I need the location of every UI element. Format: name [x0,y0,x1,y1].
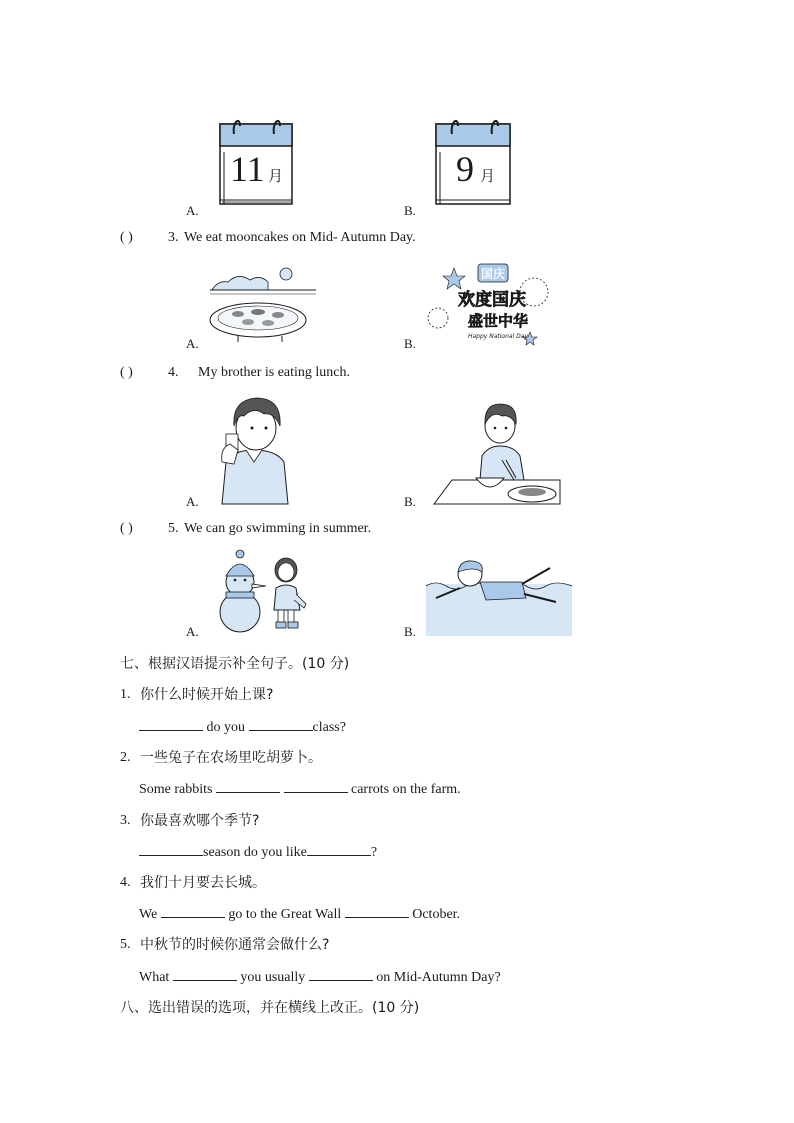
snowman-girl-image [210,548,314,632]
q2-option-b-letter: B. [404,203,416,218]
mooncake-plate-image [208,262,320,342]
calendar-september-image [434,112,514,208]
s7-item1-prompt: 你什么时候开始上课? [140,687,274,703]
q2-option-a-letter: A. [186,203,199,218]
poster-line-3: Happy National Day [467,333,529,340]
blank[interactable] [161,905,225,918]
s7-item4-sentence: We go to the Great Wall October. [139,907,461,922]
blank[interactable] [307,843,371,856]
calendar-a-number: 11 [230,149,265,189]
swimming-girl-image [426,558,572,638]
blank[interactable] [173,968,237,981]
poster-line-0: 国庆 [480,267,506,281]
poster-line-1: 欢度国庆 [458,290,526,310]
national-day-poster-image [424,262,554,346]
s7-item2-prompt: 一些兔子在农场里吃胡萝卜。 [140,750,322,766]
s7-item2-number: 2. [120,750,131,765]
s7-item4-prompt: 我们十月要去长城。 [140,875,266,891]
boy-eating-image [432,398,562,508]
calendar-b-number: 9 [456,149,474,189]
blank[interactable] [249,718,313,731]
blank[interactable] [284,780,348,793]
s7-item5-sentence: What you usually on Mid-Autumn Day? [139,970,501,985]
s7-item2-sentence: Some rabbits carrots on the farm. [139,782,461,797]
boy-drinking-image [214,392,294,506]
q3-number: 3. [168,230,179,245]
q5-option-b-letter: B. [404,624,416,639]
calendar-a-month: 月 [268,167,284,185]
s7-item5-number: 5. [120,937,131,952]
blank[interactable] [139,718,203,731]
s7-item5-prompt: 中秋节的时候你通常会做什么? [140,937,330,953]
calendar-b-month: 月 [480,167,496,185]
q5-question-text: We can go swimming in summer. [184,521,372,536]
section7-heading: 七、根据汉语提示补全句子。(10 分) [120,656,350,672]
s7-item3-prompt: 你最喜欢哪个季节? [140,813,260,829]
q5-option-a-letter: A. [186,624,199,639]
blank[interactable] [345,905,409,918]
s7-item3-number: 3. [120,813,131,828]
q4-option-a-letter: A. [186,494,199,509]
blank[interactable] [139,843,203,856]
q3-option-a-letter: A. [186,336,199,351]
q5-answer-paren[interactable]: ( ) [120,521,133,536]
blank[interactable] [216,780,280,793]
q4-option-b-letter: B. [404,494,416,509]
q3-answer-paren[interactable]: ( ) [120,230,133,245]
s7-item1-number: 1. [120,687,131,702]
s7-item4-number: 4. [120,875,131,890]
q4-question-text: My brother is eating lunch. [198,365,351,380]
s7-item1-sentence: do you class? [139,718,346,737]
q3-question-text: We eat mooncakes on Mid- Autumn Day. [184,230,416,245]
section8-heading: 八、选出错误的选项，并在横线上改正。(10 分) [120,1000,420,1016]
poster-line-2: 盛世中华 [467,312,529,330]
q3-option-b-letter: B. [404,336,416,351]
s7-item3-sentence: season do you like ? [139,843,377,862]
q4-answer-paren[interactable]: ( ) [120,365,133,380]
q4-number: 4. [168,365,179,380]
q5-number: 5. [168,521,179,536]
blank[interactable] [309,968,373,981]
